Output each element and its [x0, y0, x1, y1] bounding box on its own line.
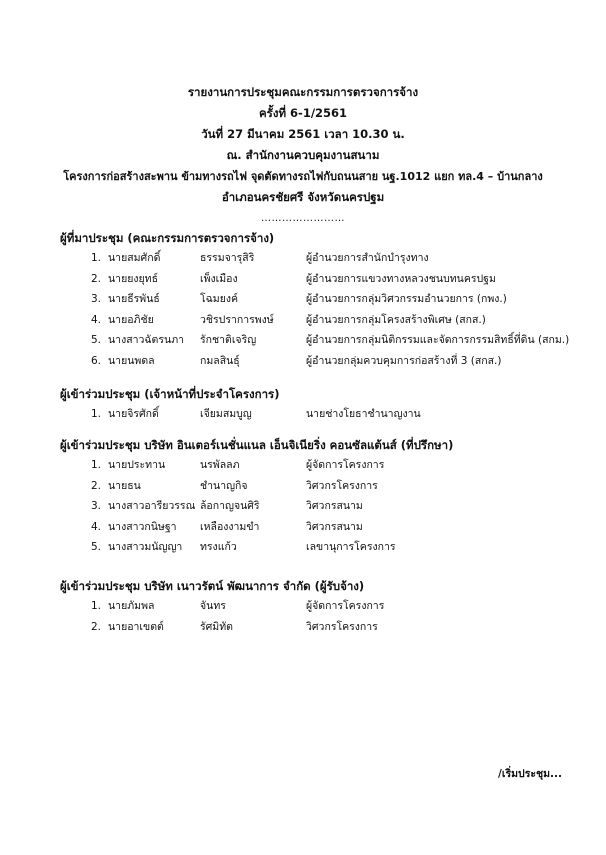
first-name: นายภัมพล [108, 600, 155, 612]
meeting-number: ครั้งที่ 6-1/2561 [258, 106, 348, 120]
attendee-row [60, 330, 580, 351]
last-name: ชำนาญกิจ [200, 479, 248, 492]
row-number: 4. [91, 313, 102, 326]
row-number: 2. [91, 479, 102, 492]
last-name: ทรงแก้ว [200, 541, 237, 553]
attendee-row [60, 517, 580, 538]
section-title: ผู้เข้าร่วมประชุม บริษัท เนาวรัตน์ พัฒนาการ จำกัด (ผู้รับจ้าง) [60, 579, 365, 593]
row-number: 5. [91, 541, 102, 553]
first-name: นายยงยุทธ์ [108, 272, 158, 285]
row-number: 1. [91, 459, 102, 471]
section-contractor [60, 576, 580, 637]
row-number: 3. [91, 500, 102, 512]
row-number: 6. [91, 354, 102, 367]
first-name: นางสาวกนิษฐา [108, 520, 177, 533]
row-number: 1. [91, 408, 102, 420]
section-title: ผู้ที่มาประชุม (คณะกรรมการตรวจการจ้าง) [60, 231, 275, 245]
last-name: รักชาติเจริญ [200, 334, 257, 346]
attendee-row [60, 248, 580, 269]
position: ผู้อำนวยกลุ่มควบคุมการก่อสร้างที่ 3 (สกส.) [306, 354, 502, 367]
last-name: วชิรปราการพงษ์ [200, 313, 274, 326]
first-name: นายธีรพันธ์ [108, 293, 160, 305]
attendee-row [60, 596, 580, 617]
first-name: นางสาวฉัตรนภา [108, 334, 185, 346]
position: นายช่างโยธาชำนาญงาน [306, 408, 421, 420]
position: ผู้จัดการโครงการ [306, 600, 385, 612]
continuation-note: /เริ่มประชุม... [498, 768, 562, 780]
position: เลขานุการโครงการ [306, 541, 396, 553]
attendee-row [60, 455, 580, 476]
position: ผู้อำนวยการกลุ่มวิศวกรรมอำนวยการ (กพง.) [306, 293, 507, 305]
attendee-row [60, 351, 580, 372]
first-name: นายอาเขตต์ [108, 620, 164, 633]
first-name: นางสาวมนัญญา [108, 541, 183, 553]
first-name: นางสาวอารียวรรณ [108, 500, 196, 512]
last-name: จันทร [200, 600, 226, 612]
last-name: เจียมสมบูญ [200, 408, 252, 420]
position: ผู้จัดการโครงการ [306, 459, 385, 471]
section-consultant [60, 435, 580, 558]
position: ผู้อำนวยการกลุ่มนิติกรรมและจัดการกรรมสิทธิ์ที่ดิน (สกม.) [306, 334, 570, 346]
section-title: ผู้เข้าร่วมประชุม (เจ้าหน้าที่ประจำโครงการ) [60, 387, 280, 401]
last-name: โฉมยงค์ [200, 293, 239, 305]
first-name: นายธน [108, 479, 141, 492]
row-number: 1. [91, 252, 102, 264]
row-number: 5. [91, 334, 102, 346]
last-name: ล้อกาญจนศิริ [200, 500, 260, 512]
attendee-row [60, 310, 580, 331]
position: ผู้อำนวยการกลุ่มโครงสร้างพิเศษ (สกส.) [306, 313, 486, 326]
report-title: รายงานการประชุมคณะกรรมการตรวจการจ้าง [187, 85, 419, 99]
row-number: 3. [91, 293, 102, 305]
attendee-row [60, 476, 580, 497]
row-number: 2. [91, 272, 102, 285]
attendee-row [60, 289, 580, 310]
first-name: นายประทาน [108, 459, 166, 471]
last-name: ธรรมจารุสิริ [200, 252, 255, 264]
project-district: อำเภอนครชัยศรี จังหวัดนครปฐม [221, 190, 385, 204]
attendee-row [60, 496, 580, 517]
attendee-row [60, 269, 580, 290]
project-name: โครงการก่อสร้างสะพาน ข้ามทางรถไฟ จุดตัดทางรถไฟกับถนนสาย นฐ.1012 แยก ทล.4 – บ้านกลาง [63, 170, 543, 183]
last-name: เหลืองงามขำ [200, 520, 260, 533]
position: วิศวกรโครงการ [306, 620, 378, 633]
section-project-staff [60, 384, 580, 425]
position: ผู้อำนวยการแขวงทางหลวงชนบทนครปฐม [306, 272, 496, 285]
row-number: 4. [91, 520, 102, 533]
attendee-row [60, 537, 580, 558]
first-name: นายจิรศักดิ์ [108, 408, 159, 420]
first-name: นายสมศักดิ์ [108, 252, 161, 264]
row-number: 2. [91, 620, 102, 633]
position: วิศวกรโครงการ [306, 479, 378, 492]
position: ผู้อำนวยการสำนักบำรุงทาง [306, 252, 429, 264]
attendee-row [60, 404, 580, 425]
last-name: เพ็งเมือง [200, 272, 238, 285]
header-separator: …………………… [261, 213, 345, 224]
last-name: กมลสินธุ์ [200, 354, 240, 367]
section-title: ผู้เข้าร่วมประชุม บริษัท อินเตอร์เนชั่นแนล เอ็นจิเนียริ่ง คอนซัลแต้นส์ (ที่ปรึกษา) [60, 438, 454, 452]
last-name: รัศมิทัต [200, 620, 233, 633]
meeting-location: ณ. สำนักงานควบคุมงานสนาม [226, 148, 380, 162]
last-name: นรพัลลภ [200, 459, 240, 471]
row-number: 1. [91, 600, 102, 612]
position: วิศวกรสนาม [306, 500, 363, 512]
attendee-row [60, 617, 580, 638]
meeting-datetime: วันที่ 27 มีนาคม 2561 เวลา 10.30 น. [201, 127, 405, 141]
document-header [0, 82, 606, 226]
first-name: นายอภิชัย [108, 313, 154, 326]
first-name: นายนพดล [108, 354, 155, 367]
position: วิศวกรสนาม [306, 520, 363, 533]
section-committee [60, 228, 580, 371]
